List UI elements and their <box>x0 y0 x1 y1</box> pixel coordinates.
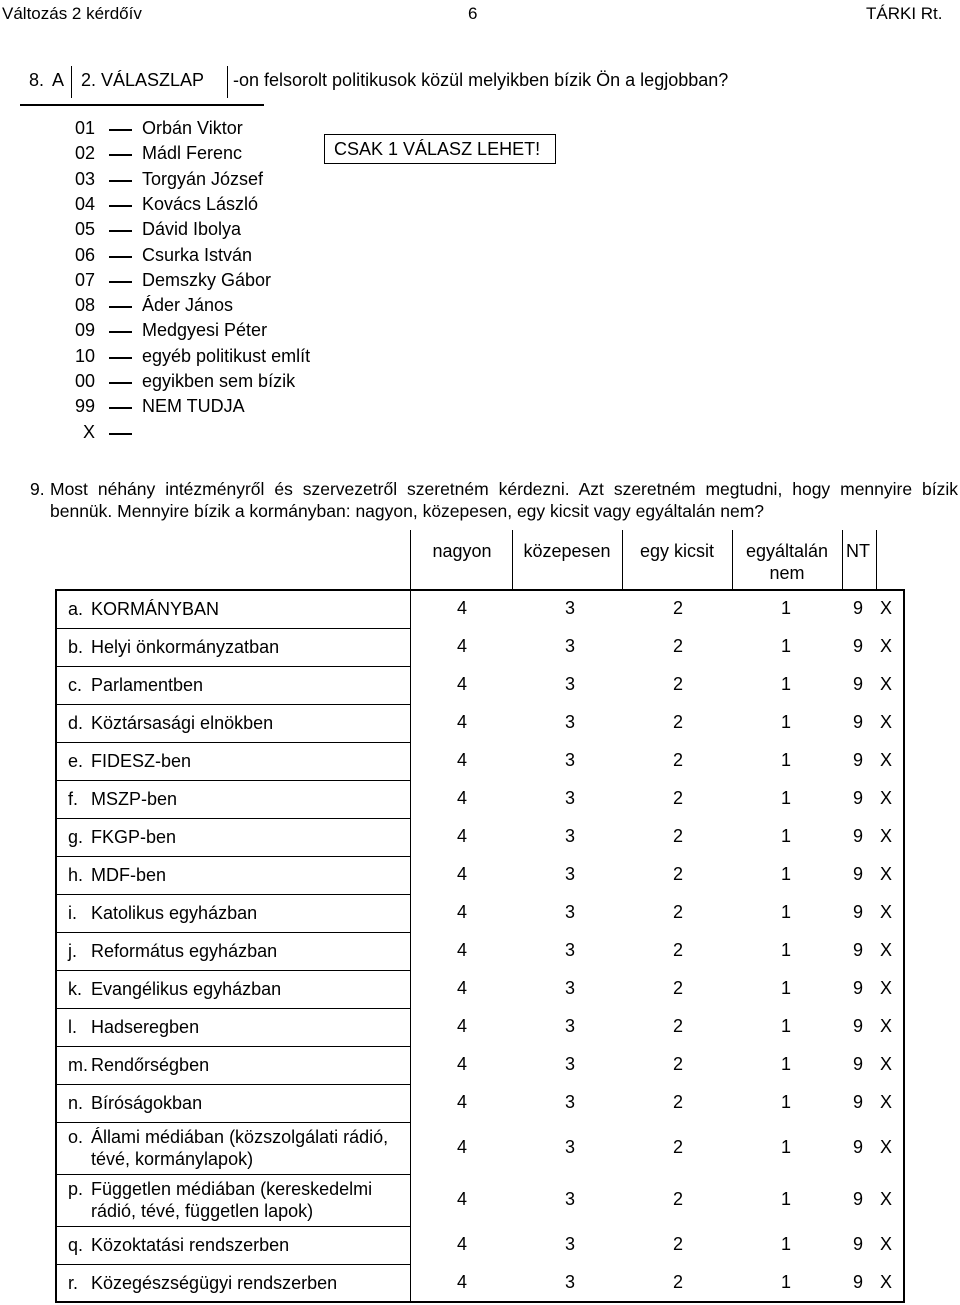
answer-code: 9 <box>852 940 863 960</box>
q8-option <box>0 422 400 447</box>
row-label <box>68 902 403 924</box>
row-divider <box>55 818 410 819</box>
row-text: Rendőrségben <box>91 1055 210 1075</box>
answer-code: 1 <box>780 1234 791 1254</box>
header-divider <box>876 530 877 590</box>
answer-code: 1 <box>780 712 791 732</box>
answer-code: 2 <box>672 902 683 922</box>
option-label: Orbán Viktor <box>142 118 243 138</box>
q8-option <box>0 219 400 244</box>
answer-code: 3 <box>564 788 575 808</box>
answer-code: 3 <box>564 636 575 656</box>
q8-underline <box>20 104 264 106</box>
answer-code: 4 <box>456 1272 467 1292</box>
dash-line <box>109 407 132 409</box>
option-code: 09 <box>74 320 95 341</box>
row-divider <box>410 590 411 628</box>
row-divider <box>410 666 411 704</box>
answer-code: 9 <box>852 864 863 884</box>
row-divider <box>410 1122 411 1174</box>
answer-code-x: X <box>880 1016 893 1036</box>
option-code: 01 <box>74 118 95 138</box>
dash-line <box>109 306 132 308</box>
answer-code: 1 <box>780 826 791 846</box>
row-text: KORMÁNYBAN <box>91 599 220 619</box>
row-divider <box>55 1084 410 1085</box>
answer-code: 3 <box>564 978 575 998</box>
row-text: Református egyházban <box>91 941 278 961</box>
row-divider <box>55 589 905 591</box>
row-divider <box>410 1046 411 1084</box>
option-label: Dávid Ibolya <box>142 219 242 240</box>
answer-code: 9 <box>852 636 863 656</box>
answer-code: 4 <box>456 1137 467 1157</box>
q8-option <box>0 143 400 168</box>
row-divider <box>55 932 410 933</box>
row-divider <box>55 1008 410 1009</box>
answer-code: 1 <box>780 1016 791 1036</box>
option-code: 05 <box>74 219 95 240</box>
answer-code: 2 <box>672 864 683 884</box>
answer-code-x: X <box>880 826 893 846</box>
row-letter: p. <box>68 1179 84 1199</box>
answer-code: 3 <box>564 1092 575 1112</box>
row-letter: i. <box>68 903 77 923</box>
answer-code: 3 <box>564 864 575 884</box>
column-header: nagyon <box>432 541 492 561</box>
q8-option <box>0 320 400 345</box>
dash-line <box>109 433 132 435</box>
row-label <box>68 1016 403 1038</box>
row-divider <box>55 1174 410 1175</box>
row-label <box>68 598 403 620</box>
answer-code: 4 <box>456 750 467 770</box>
answer-code: 4 <box>456 636 467 656</box>
option-code: 03 <box>74 168 95 189</box>
q8-option <box>0 118 400 143</box>
row-letter: b. <box>68 637 84 657</box>
answer-code: 9 <box>852 1137 863 1157</box>
option-label: Medgyesi Péter <box>142 320 268 341</box>
row-label <box>68 864 403 886</box>
answer-code: 3 <box>564 712 575 732</box>
answer-code: 1 <box>780 940 791 960</box>
answer-code: 4 <box>456 1092 467 1112</box>
row-divider <box>410 1084 411 1122</box>
answer-code: 4 <box>456 864 467 884</box>
answer-code: 4 <box>456 940 467 960</box>
answer-code: 9 <box>852 1092 863 1112</box>
answer-code-x: X <box>880 940 893 960</box>
dash-line <box>109 205 132 207</box>
q8-option <box>0 396 400 421</box>
answer-code: 2 <box>672 788 683 808</box>
answer-code-x: X <box>880 1054 893 1074</box>
q9-number: 9. <box>30 479 45 499</box>
option-label: egyéb politikust említ <box>142 345 311 366</box>
answer-code: 1 <box>780 902 791 922</box>
option-label: Mádl Ferenc <box>142 143 243 164</box>
option-label: Áder János <box>142 295 234 316</box>
row-divider <box>410 1174 411 1226</box>
answer-code: 4 <box>456 1054 467 1074</box>
dash-line <box>109 129 132 131</box>
answer-code: 2 <box>672 1234 683 1254</box>
answer-code: 9 <box>852 1234 863 1254</box>
answer-code: 1 <box>780 1137 791 1157</box>
row-letter: j. <box>68 941 77 961</box>
answer-code: 3 <box>564 902 575 922</box>
row-divider <box>410 628 411 666</box>
row-label <box>68 674 403 696</box>
row-divider <box>410 1264 411 1302</box>
option-code: 99 <box>74 396 95 417</box>
q8-option <box>0 270 400 295</box>
row-text: Független médiában (kereskedelmi rádió, tévé, független lapok) <box>91 1179 373 1221</box>
answer-code: 9 <box>852 788 863 808</box>
row-divider <box>55 1122 410 1123</box>
answer-code: 4 <box>456 1234 467 1254</box>
row-text: Állami médiában (közszolgálati rádió, tévé, kormánylapok) <box>91 1127 389 1169</box>
row-text: Katolikus egyházban <box>91 903 258 923</box>
row-divider <box>55 1264 410 1265</box>
dash-line <box>109 256 132 258</box>
row-divider <box>55 970 410 971</box>
header-org: TÁRKI Rt. <box>866 4 943 23</box>
row-divider <box>55 894 410 895</box>
answer-code-x: X <box>880 978 893 998</box>
answer-code-x: X <box>880 674 893 694</box>
answer-code: 3 <box>564 1016 575 1036</box>
answer-code: 9 <box>852 712 863 732</box>
answer-code: 1 <box>780 788 791 808</box>
q8-prefix: A <box>52 70 65 90</box>
column-header: közepesen <box>523 541 611 561</box>
answer-code: 9 <box>852 674 863 694</box>
answer-code: 4 <box>456 788 467 808</box>
option-code: 06 <box>74 244 95 265</box>
column-header: egy kicsit <box>639 541 715 561</box>
answer-code: 2 <box>672 1054 683 1074</box>
row-divider <box>55 780 410 781</box>
answer-code: 1 <box>780 598 791 618</box>
answer-code: 1 <box>780 1054 791 1074</box>
row-text: Evangélikus egyházban <box>91 979 282 999</box>
answer-code-x: X <box>880 864 893 884</box>
answer-code: 3 <box>564 598 575 618</box>
answer-code-x: X <box>880 636 893 656</box>
answer-code: 9 <box>852 1016 863 1036</box>
answer-code: 2 <box>672 940 683 960</box>
answer-code: 9 <box>852 1189 863 1209</box>
row-letter: o. <box>68 1127 84 1147</box>
row-label <box>68 1126 403 1170</box>
answer-code: 9 <box>852 902 863 922</box>
row-letter: d. <box>68 713 84 733</box>
row-letter: m. <box>68 1055 88 1075</box>
instruction-box: CSAK 1 VÁLASZ LEHET! <box>324 134 556 164</box>
row-divider <box>410 856 411 894</box>
dash-line <box>109 230 132 232</box>
row-label <box>68 788 403 810</box>
answer-code-x: X <box>880 1272 893 1292</box>
row-divider <box>410 780 411 818</box>
row-label <box>68 1178 403 1222</box>
answer-code: 1 <box>780 1092 791 1112</box>
option-label: egyikben sem bízik <box>142 371 296 391</box>
answer-code: 2 <box>672 1092 683 1112</box>
dash-line <box>109 154 132 156</box>
row-divider <box>410 932 411 970</box>
answer-code: 4 <box>456 978 467 998</box>
option-code: 02 <box>74 143 95 164</box>
answer-code: 2 <box>672 978 683 998</box>
answer-code: 1 <box>780 674 791 694</box>
row-letter: l. <box>68 1017 77 1037</box>
option-label: Csurka István <box>142 244 253 265</box>
answer-code: 2 <box>672 750 683 770</box>
option-code: 07 <box>74 269 95 290</box>
answer-code: 4 <box>456 674 467 694</box>
answer-code: 9 <box>852 826 863 846</box>
row-text: Köztársasági elnökben <box>91 713 274 733</box>
answer-code-x: X <box>880 598 893 618</box>
row-label <box>68 1092 403 1114</box>
answer-code: 2 <box>672 712 683 732</box>
answer-code: 1 <box>780 1189 791 1209</box>
option-code: 10 <box>74 345 95 366</box>
option-code: 00 <box>74 371 95 391</box>
option-code: 04 <box>74 193 95 214</box>
row-label <box>68 978 403 1000</box>
row-letter: c. <box>68 675 83 695</box>
answer-code-x: X <box>880 1137 893 1157</box>
row-letter: a. <box>68 599 84 619</box>
answer-code: 1 <box>780 978 791 998</box>
answer-code-x: X <box>880 902 893 922</box>
row-label <box>68 1054 403 1076</box>
option-label: Demszky Gábor <box>142 269 272 290</box>
column-header: NT <box>846 541 870 561</box>
answer-code-x: X <box>880 1189 893 1209</box>
row-text: MDF-ben <box>91 865 167 885</box>
answer-code: 3 <box>564 940 575 960</box>
option-code: X <box>82 421 95 442</box>
row-label <box>68 826 403 848</box>
row-divider <box>55 1046 410 1047</box>
answer-code: 3 <box>564 1234 575 1254</box>
row-divider <box>55 704 410 705</box>
row-label <box>68 1234 403 1256</box>
answer-code: 1 <box>780 864 791 884</box>
dash-line <box>109 331 132 333</box>
row-letter: k. <box>68 979 83 999</box>
header-title: Változás 2 kérdőív <box>2 4 142 23</box>
dash-line <box>109 281 132 283</box>
answer-code: 2 <box>672 674 683 694</box>
q8-option <box>0 295 400 320</box>
row-divider <box>410 818 411 856</box>
q8-question: -on felsorolt politikusok közül melyikben bízik Ön a legjobban? <box>233 70 729 90</box>
answer-code: 4 <box>456 826 467 846</box>
q8-card: 2. VÁLASZLAP <box>81 70 205 90</box>
row-letter: e. <box>68 751 84 771</box>
q8-option <box>0 346 400 371</box>
row-text: FKGP-ben <box>91 827 177 847</box>
row-text: Közegészségügyi rendszerben <box>91 1273 338 1293</box>
answer-code-x: X <box>880 712 893 732</box>
option-label: Torgyán József <box>142 168 264 189</box>
dash-line <box>109 180 132 182</box>
row-text: Hadseregben <box>91 1017 200 1037</box>
page-number: 6 <box>468 4 478 23</box>
row-letter: q. <box>68 1235 84 1255</box>
row-label <box>68 1272 403 1294</box>
row-text: Helyi önkormányzatban <box>91 637 280 657</box>
q8-option <box>0 169 400 194</box>
row-divider <box>410 894 411 932</box>
answer-code: 3 <box>564 750 575 770</box>
answer-code: 4 <box>456 712 467 732</box>
answer-code: 9 <box>852 1272 863 1292</box>
answer-code: 3 <box>564 1137 575 1157</box>
row-text: Közoktatási rendszerben <box>91 1235 290 1255</box>
q8-option <box>0 245 400 270</box>
dash-line <box>109 382 132 384</box>
answer-code-x: X <box>880 750 893 770</box>
column-header: egyáltalán nem <box>745 541 829 583</box>
row-divider <box>55 628 410 629</box>
row-label <box>68 940 403 962</box>
answer-code: 3 <box>564 1054 575 1074</box>
row-divider <box>410 1226 411 1264</box>
row-text: MSZP-ben <box>91 789 178 809</box>
answer-code: 2 <box>672 1137 683 1157</box>
answer-code: 9 <box>852 598 863 618</box>
dash-line <box>109 357 132 359</box>
answer-code: 4 <box>456 598 467 618</box>
row-letter: r. <box>68 1273 79 1293</box>
row-label <box>68 636 403 658</box>
answer-code: 2 <box>672 1189 683 1209</box>
answer-code: 2 <box>672 826 683 846</box>
row-label <box>68 750 403 772</box>
answer-code: 2 <box>672 636 683 656</box>
row-divider <box>55 1226 410 1227</box>
answer-code: 9 <box>852 750 863 770</box>
answer-code: 1 <box>780 1272 791 1292</box>
answer-code: 3 <box>564 826 575 846</box>
header-divider <box>410 530 411 590</box>
answer-code: 2 <box>672 1272 683 1292</box>
q8-option <box>0 371 400 396</box>
row-divider <box>410 1008 411 1046</box>
answer-code: 2 <box>672 1016 683 1036</box>
answer-code: 4 <box>456 1189 467 1209</box>
q8-option <box>0 194 400 219</box>
option-label: NEM TUDJA <box>142 396 245 417</box>
answer-code: 3 <box>564 674 575 694</box>
row-letter: h. <box>68 865 84 885</box>
row-divider <box>410 970 411 1008</box>
answer-code: 3 <box>564 1272 575 1292</box>
answer-code: 1 <box>780 636 791 656</box>
row-text: Bíróságokban <box>91 1093 203 1113</box>
row-letter: g. <box>68 827 84 847</box>
answer-code: 1 <box>780 750 791 770</box>
answer-code-x: X <box>880 788 893 808</box>
row-divider <box>410 742 411 780</box>
answer-code-x: X <box>880 1234 893 1254</box>
answer-code: 2 <box>672 598 683 618</box>
answer-code: 9 <box>852 1054 863 1074</box>
row-divider <box>55 856 410 857</box>
q9-text: Most néhány intézményről és szervezetről szeretném kérdezni. Azt szeretném megtudni, hogy mennyire bízik bennük. Mennyire bízik a kormányban: nagyon, közepesen, egy kicsit vagy egyáltalán nem? <box>50 479 958 521</box>
row-divider <box>55 666 410 667</box>
row-divider <box>55 742 410 743</box>
answer-code: 4 <box>456 902 467 922</box>
answer-code: 3 <box>564 1189 575 1209</box>
row-text: Parlamentben <box>91 675 204 695</box>
answer-code: 4 <box>456 1016 467 1036</box>
row-letter: n. <box>68 1093 84 1113</box>
row-text: FIDESZ-ben <box>91 751 192 771</box>
option-code: 08 <box>74 295 95 316</box>
answer-code: 9 <box>852 978 863 998</box>
option-label: Kovács László <box>142 193 259 214</box>
answer-code-x: X <box>880 1092 893 1112</box>
q8-number: 8. <box>29 70 45 90</box>
row-divider <box>410 704 411 742</box>
row-label <box>68 712 403 734</box>
row-letter: f. <box>68 789 79 809</box>
